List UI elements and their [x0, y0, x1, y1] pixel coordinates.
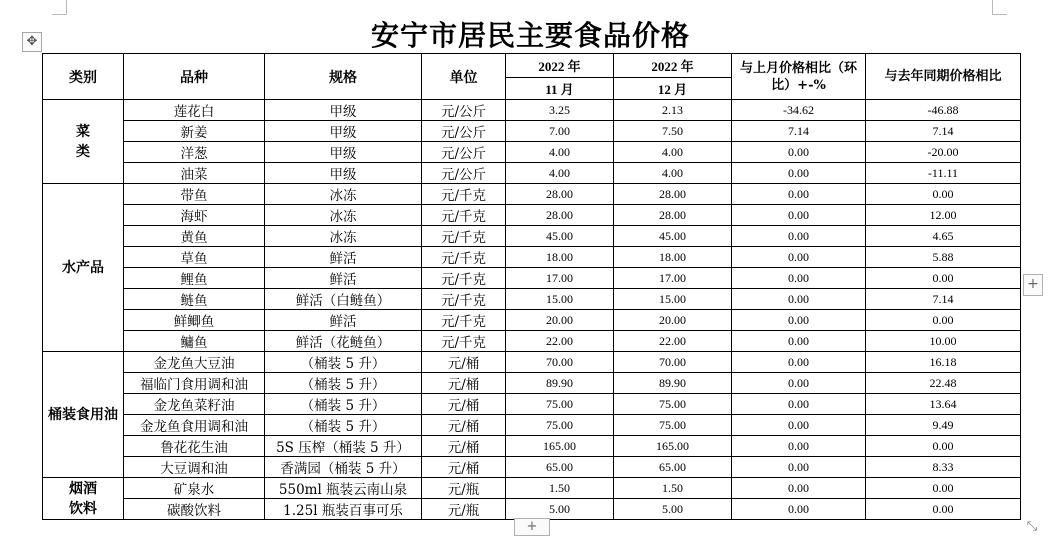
cell-unit: 元/瓶 [422, 499, 506, 520]
cell-mom: 0.00 [732, 226, 866, 247]
cell-yoy: 0.00 [866, 268, 1021, 289]
cell-mom: 0.00 [732, 142, 866, 163]
cell-unit: 元/桶 [422, 415, 506, 436]
cell-spec: 甲级 [265, 100, 422, 121]
page-title: 安宁市居民主要食品价格 [370, 19, 690, 52]
table-row [43, 226, 1021, 247]
cell-mom: 0.00 [732, 415, 866, 436]
cell-unit: 元/瓶 [422, 478, 506, 499]
cell-unit: 元/公斤 [422, 163, 506, 184]
cell-spec: 冰冻 [265, 184, 422, 205]
cell-price-nov: 4.00 [506, 163, 614, 184]
cell-price-dec: 4.00 [614, 163, 732, 184]
cell-mom: 0.00 [732, 373, 866, 394]
cell-price-dec: 75.00 [614, 394, 732, 415]
cell-variety: 碳酸饮料 [124, 499, 265, 520]
cell-price-nov: 89.90 [506, 373, 614, 394]
cell-price-nov: 3.25 [506, 100, 614, 121]
table-row [43, 100, 1021, 121]
cell-mom: 0.00 [732, 352, 866, 373]
header-yoy: 与去年同期价格相比 [866, 54, 1021, 100]
cell-variety: 鳙鱼 [124, 331, 265, 352]
cell-yoy: 5.88 [866, 247, 1021, 268]
cell-mom: 0.00 [732, 436, 866, 457]
table-row [43, 331, 1021, 352]
cell-spec: （桶装 5 升） [265, 373, 422, 394]
cell-variety: 鲁花花生油 [124, 436, 265, 457]
cell-price-nov: 65.00 [506, 457, 614, 478]
cat-vegetable: 菜类 [43, 100, 124, 184]
cell-yoy: 16.18 [866, 352, 1021, 373]
cell-yoy: 7.14 [866, 121, 1021, 142]
cell-spec: 1.25l 瓶装百事可乐 [265, 499, 422, 520]
cell-price-nov: 18.00 [506, 247, 614, 268]
page-corner-mark-left [52, 0, 67, 15]
cell-mom: -34.62 [732, 100, 866, 121]
cell-variety: 福临门食用调和油 [124, 373, 265, 394]
header-year-b: 2022 年 [614, 54, 732, 78]
cell-mom: 0.00 [732, 478, 866, 499]
cell-unit: 元/千克 [422, 247, 506, 268]
table-row [43, 478, 1021, 499]
cell-spec: 冰冻 [265, 205, 422, 226]
cat-aquatic: 水产品 [43, 184, 124, 352]
cell-price-dec: 5.00 [614, 499, 732, 520]
table-row [43, 184, 1021, 205]
cell-unit: 元/桶 [422, 457, 506, 478]
cell-price-nov: 4.00 [506, 142, 614, 163]
cell-mom: 0.00 [732, 499, 866, 520]
cell-unit: 元/桶 [422, 373, 506, 394]
cell-mom: 0.00 [732, 247, 866, 268]
table-resize-icon[interactable]: ⤡ [1026, 519, 1038, 534]
cell-price-nov: 5.00 [506, 499, 614, 520]
cell-unit: 元/千克 [422, 289, 506, 310]
cell-price-dec: 89.90 [614, 373, 732, 394]
cell-spec: 550ml 瓶装云南山泉 [265, 478, 422, 499]
cell-variety: 鲢鱼 [124, 289, 265, 310]
table-row [43, 268, 1021, 289]
table-row [43, 121, 1021, 142]
cell-yoy: 13.64 [866, 394, 1021, 415]
cell-yoy: -20.00 [866, 142, 1021, 163]
cell-price-nov: 28.00 [506, 205, 614, 226]
table-row [43, 415, 1021, 436]
cell-price-dec: 17.00 [614, 268, 732, 289]
cell-price-dec: 18.00 [614, 247, 732, 268]
cell-price-nov: 45.00 [506, 226, 614, 247]
cell-variety: 洋葱 [124, 142, 265, 163]
header-month-a: 11 月 [506, 78, 614, 100]
cell-price-dec: 75.00 [614, 415, 732, 436]
cell-price-dec: 28.00 [614, 205, 732, 226]
cell-price-nov: 17.00 [506, 268, 614, 289]
cell-price-dec: 2.13 [614, 100, 732, 121]
cell-price-nov: 165.00 [506, 436, 614, 457]
cell-mom: 0.00 [732, 184, 866, 205]
table-row [43, 436, 1021, 457]
cell-spec: 甲级 [265, 121, 422, 142]
cell-unit: 元/公斤 [422, 142, 506, 163]
cell-price-nov: 20.00 [506, 310, 614, 331]
cell-mom: 0.00 [732, 268, 866, 289]
cell-spec: （桶装 5 升） [265, 352, 422, 373]
cell-unit: 元/桶 [422, 394, 506, 415]
cell-variety: 金龙鱼食用调和油 [124, 415, 265, 436]
cell-mom: 0.00 [732, 331, 866, 352]
cell-yoy: 8.33 [866, 457, 1021, 478]
cell-spec: 甲级 [265, 163, 422, 184]
cell-spec: 鲜活 [265, 310, 422, 331]
cell-spec: 冰冻 [265, 226, 422, 247]
cell-variety: 新姜 [124, 121, 265, 142]
cell-yoy: 10.00 [866, 331, 1021, 352]
cell-unit: 元/千克 [422, 331, 506, 352]
header-category: 类别 [43, 54, 124, 100]
cell-mom: 0.00 [732, 394, 866, 415]
cell-price-nov: 1.50 [506, 478, 614, 499]
cell-mom: 0.00 [732, 205, 866, 226]
price-table [42, 53, 1021, 520]
cell-price-dec: 4.00 [614, 142, 732, 163]
table-row [43, 352, 1021, 373]
cell-price-dec: 1.50 [614, 478, 732, 499]
table-row [43, 457, 1021, 478]
cell-yoy: 9.49 [866, 415, 1021, 436]
cell-mom: 0.00 [732, 163, 866, 184]
cell-mom: 0.00 [732, 310, 866, 331]
page-corner-mark-right [992, 0, 1007, 15]
cell-variety: 草鱼 [124, 247, 265, 268]
cell-price-dec: 165.00 [614, 436, 732, 457]
cell-spec: 甲级 [265, 142, 422, 163]
cell-yoy: -46.88 [866, 100, 1021, 121]
cell-yoy: 0.00 [866, 184, 1021, 205]
table-row [43, 499, 1021, 520]
cell-yoy: 7.14 [866, 289, 1021, 310]
table-row [43, 373, 1021, 394]
cell-price-dec: 45.00 [614, 226, 732, 247]
cell-price-nov: 75.00 [506, 415, 614, 436]
cell-variety: 大豆调和油 [124, 457, 265, 478]
cell-price-dec: 65.00 [614, 457, 732, 478]
cell-spec: 5S 压榨（桶装 5 升） [265, 436, 422, 457]
cell-yoy: 4.65 [866, 226, 1021, 247]
cell-variety: 金龙鱼大豆油 [124, 352, 265, 373]
cell-yoy: 0.00 [866, 499, 1021, 520]
cell-spec: （桶装 5 升） [265, 394, 422, 415]
cell-spec: （桶装 5 升） [265, 415, 422, 436]
header-spec: 规格 [265, 54, 422, 100]
cell-price-dec: 20.00 [614, 310, 732, 331]
cell-yoy: 0.00 [866, 478, 1021, 499]
table-row [43, 394, 1021, 415]
cell-unit: 元/千克 [422, 268, 506, 289]
table-row [43, 205, 1021, 226]
header-unit: 单位 [422, 54, 506, 100]
cell-variety: 带鱼 [124, 184, 265, 205]
cell-variety: 鲜鲫鱼 [124, 310, 265, 331]
cell-unit: 元/千克 [422, 205, 506, 226]
header-year-a: 2022 年 [506, 54, 614, 78]
cell-yoy: -11.11 [866, 163, 1021, 184]
cell-mom: 0.00 [732, 289, 866, 310]
cell-unit: 元/千克 [422, 310, 506, 331]
cell-price-dec: 7.50 [614, 121, 732, 142]
header-month-b: 12 月 [614, 78, 732, 100]
table-row [43, 310, 1021, 331]
cell-yoy: 22.48 [866, 373, 1021, 394]
cell-price-nov: 22.00 [506, 331, 614, 352]
cell-price-nov: 70.00 [506, 352, 614, 373]
cell-unit: 元/桶 [422, 436, 506, 457]
cell-unit: 元/桶 [422, 352, 506, 373]
table-row [43, 142, 1021, 163]
cell-variety: 金龙鱼菜籽油 [124, 394, 265, 415]
cell-spec: 鲜活 [265, 247, 422, 268]
table-row [43, 289, 1021, 310]
cell-price-nov: 28.00 [506, 184, 614, 205]
add-row-button[interactable]: + [514, 518, 550, 536]
cell-mom: 0.00 [732, 457, 866, 478]
cell-yoy: 12.00 [866, 205, 1021, 226]
cell-variety: 莲花白 [124, 100, 265, 121]
cell-variety: 油菜 [124, 163, 265, 184]
cell-spec: 鲜活 [265, 268, 422, 289]
header-variety: 品种 [124, 54, 265, 100]
cell-variety: 海虾 [124, 205, 265, 226]
cell-yoy: 0.00 [866, 310, 1021, 331]
cell-variety: 矿泉水 [124, 478, 265, 499]
cell-spec: 香满园（桶装 5 升） [265, 457, 422, 478]
cat-oil: 桶装食用油 [43, 352, 124, 478]
add-column-button[interactable]: + [1023, 274, 1043, 296]
table-row [43, 247, 1021, 268]
cell-price-dec: 22.00 [614, 331, 732, 352]
cell-unit: 元/千克 [422, 184, 506, 205]
cell-spec: 鲜活（花鲢鱼） [265, 331, 422, 352]
table-row [43, 163, 1021, 184]
cell-price-nov: 7.00 [506, 121, 614, 142]
table-move-handle-icon[interactable]: ✥ [22, 32, 42, 52]
cell-price-dec: 15.00 [614, 289, 732, 310]
cell-unit: 元/公斤 [422, 100, 506, 121]
cell-price-dec: 28.00 [614, 184, 732, 205]
cell-spec: 鲜活（白鲢鱼） [265, 289, 422, 310]
cell-unit: 元/公斤 [422, 121, 506, 142]
cell-price-nov: 15.00 [506, 289, 614, 310]
cell-variety: 黄鱼 [124, 226, 265, 247]
cell-price-nov: 75.00 [506, 394, 614, 415]
cell-yoy: 0.00 [866, 436, 1021, 457]
cell-price-dec: 70.00 [614, 352, 732, 373]
header-mom: 与上月价格相比（环比）+-% [732, 54, 866, 100]
cell-mom: 7.14 [732, 121, 866, 142]
cell-unit: 元/千克 [422, 226, 506, 247]
cat-drink: 烟酒饮料 [43, 478, 124, 520]
cell-variety: 鲤鱼 [124, 268, 265, 289]
